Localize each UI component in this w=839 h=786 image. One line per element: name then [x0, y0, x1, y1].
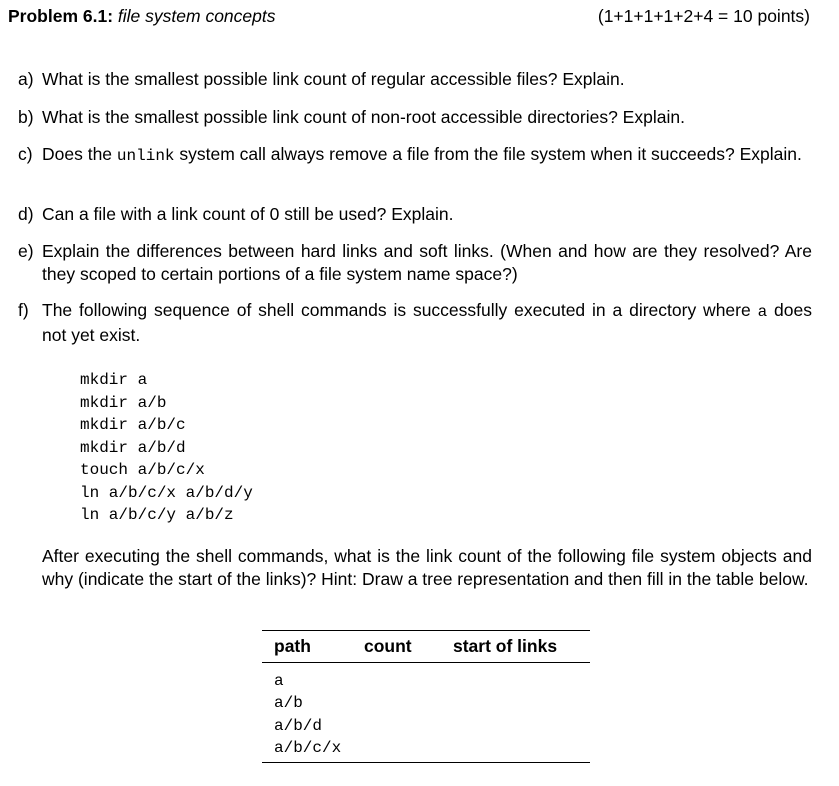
question-label: c) — [18, 144, 33, 164]
question-text-part: system call always remove a file from the file system when it succeeds? Explain. — [174, 144, 802, 164]
table-bottom-rule — [262, 762, 590, 763]
table-row-path: a/b/d — [274, 717, 323, 735]
question-text — [42, 299, 812, 346]
table-header-rule — [262, 662, 590, 663]
command-line: mkdir a/b/d — [80, 438, 186, 457]
inline-code: a — [757, 303, 768, 321]
command-line: ln a/b/c/x a/b/d/y — [80, 483, 253, 502]
question-label: b) — [18, 107, 34, 127]
question-text-part: Does the — [42, 144, 117, 164]
table-row-path: a — [274, 672, 284, 690]
question-label: e) — [18, 241, 34, 261]
question-text-part: The following sequence of shell commands is successfully executed in a directory where — [42, 300, 758, 320]
question-text — [42, 143, 812, 168]
table-row-path: a/b — [274, 694, 303, 712]
header-start-of-links: start of links — [453, 636, 558, 656]
inline-code: unlink — [116, 147, 175, 165]
question-text: What is the smallest possible link count of non-root accessible directories? Explain. — [42, 107, 685, 127]
question-label: f) — [18, 300, 29, 320]
follow-up-question: After executing the shell commands, what is the link count of the following file system objects and why (indicate the start of the links)? Hint: Draw a tree representation and then fill in the table below. — [42, 546, 812, 589]
question-text: Explain the differences between hard links and soft links. (When and how are they resolved? Are they scoped to certain portions of a file system name space?) — [42, 241, 812, 284]
problem-title: file system concepts — [117, 6, 276, 26]
command-line: touch a/b/c/x — [80, 461, 205, 479]
command-line: mkdir a — [80, 371, 148, 389]
command-line: mkdir a/b/c — [80, 416, 186, 434]
points-breakdown: (1+1+1+1+2+4 = 10 points) — [597, 6, 810, 26]
question-text-part: does not yet exist. — [42, 300, 812, 345]
problem-header — [8, 6, 818, 30]
header-path: path — [274, 636, 311, 656]
problem-label: Problem 6.1: — [8, 6, 114, 26]
command-line: ln a/b/c/y a/b/z — [80, 506, 234, 524]
question-label: d) — [18, 204, 34, 224]
command-line: mkdir a/b — [80, 393, 167, 412]
table-top-rule — [262, 630, 590, 631]
problem-heading — [8, 6, 275, 27]
question-text: Can a file with a link count of 0 still be used? Explain. — [42, 204, 454, 224]
question-label: a) — [18, 69, 34, 89]
question-text: What is the smallest possible link count of regular accessible files? Explain. — [42, 69, 625, 89]
shell-commands — [80, 369, 253, 527]
table-row-path: a/b/c/x — [274, 739, 342, 757]
link-count-table — [262, 630, 590, 764]
header-count: count — [364, 636, 412, 656]
